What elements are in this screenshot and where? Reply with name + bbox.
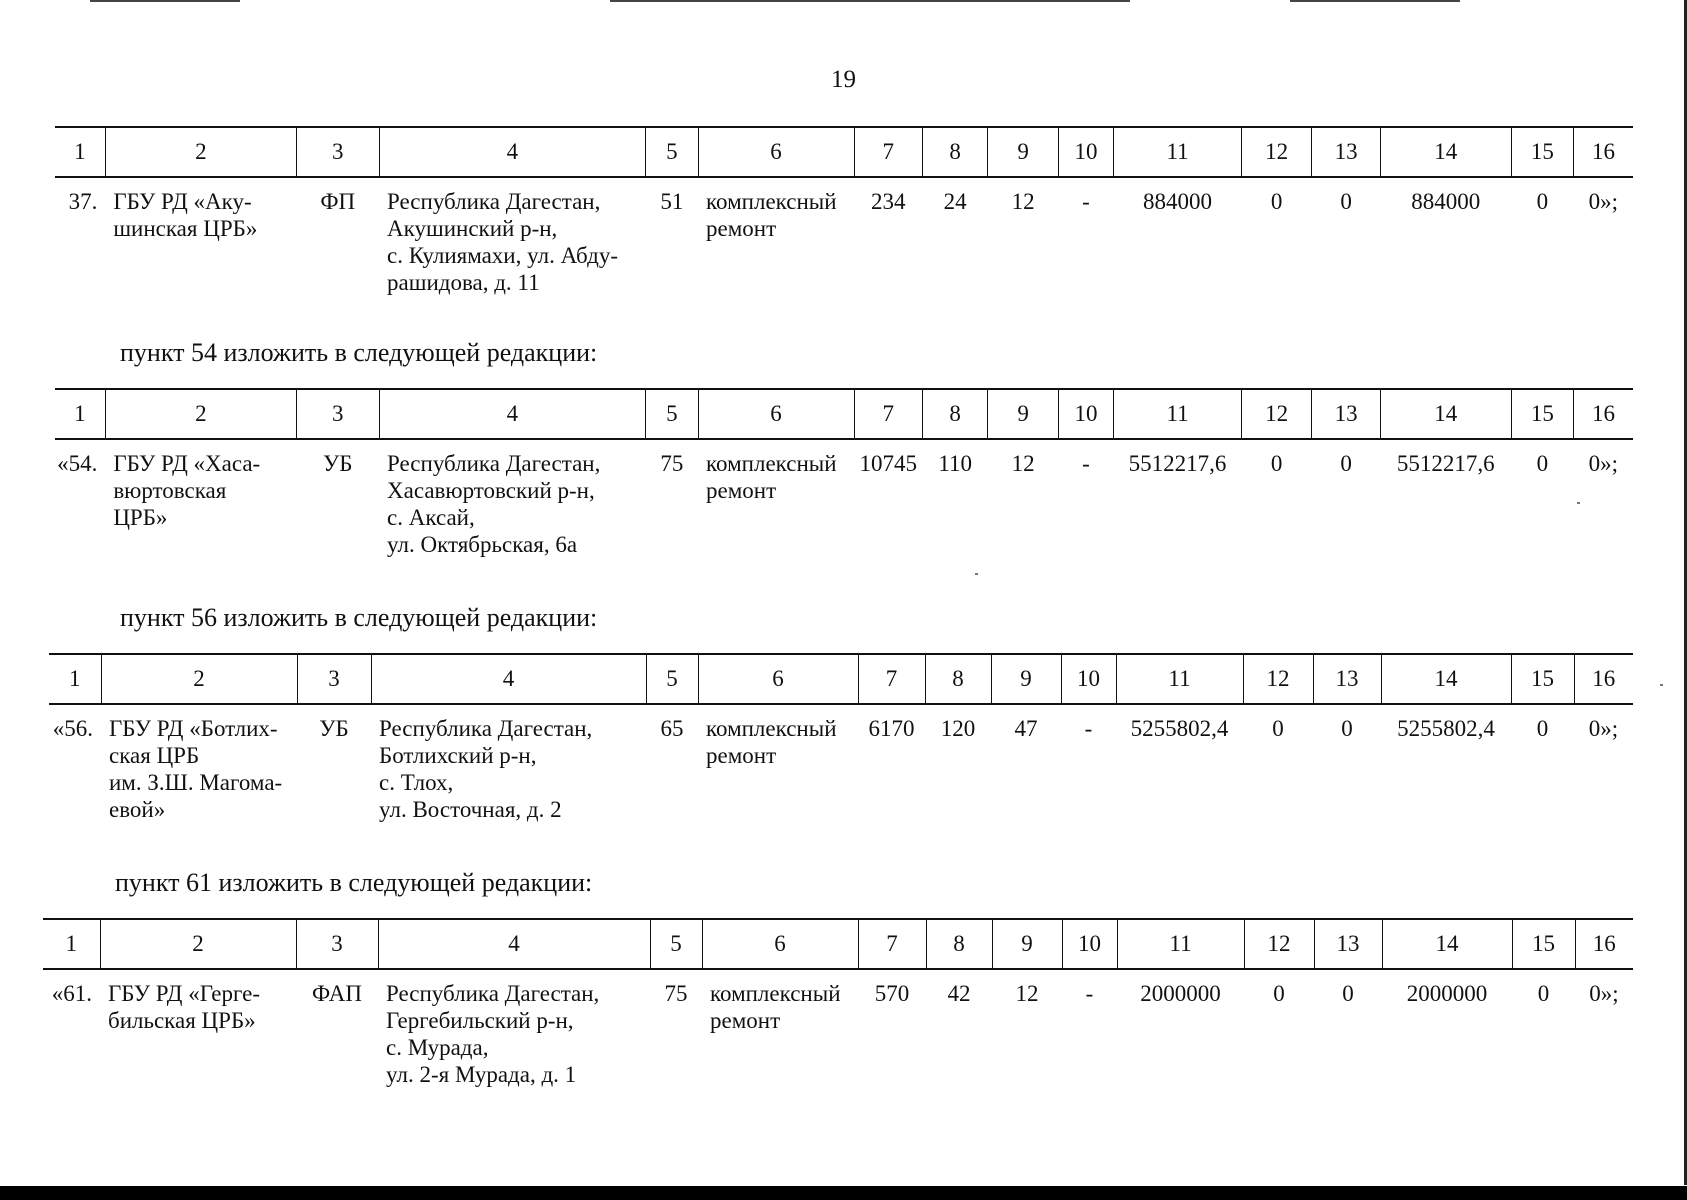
column-number: 7 [858, 654, 925, 704]
cell-col10: - [1082, 189, 1090, 214]
column-number: 8 [926, 919, 992, 969]
cell-col9: 12 [1011, 451, 1035, 476]
cell-col5: 51 [660, 189, 684, 214]
column-number: 2 [105, 389, 296, 439]
cell-col9: 12 [1011, 189, 1035, 214]
column-number: 9 [991, 654, 1061, 704]
column-number: 13 [1312, 389, 1380, 439]
column-number: 14 [1380, 389, 1511, 439]
cell-col10: - [1084, 716, 1093, 741]
column-number: 10 [1062, 919, 1117, 969]
column-number: 7 [858, 919, 926, 969]
column-number: 11 [1114, 389, 1242, 439]
cell-col14: 5512217,6 [1396, 451, 1495, 476]
cell-col16: 0»; [1588, 189, 1618, 214]
cell-col7: 234 [870, 189, 906, 214]
facility-type: ФП [320, 189, 356, 214]
facility-address: Республика Дагестан, Акушинский р-н, с. Кулиямахи, ул. Абду- рашидова, д. 11 [387, 189, 619, 295]
column-number: 16 [1575, 919, 1633, 969]
table-row [55, 439, 1633, 558]
cell-col14: 2000000 [1406, 981, 1488, 1006]
column-number: 3 [297, 654, 371, 704]
facility-address: Республика Дагестан, Гергебильский р-н, с. Мурада, ул. 2-я Мурада, д. 1 [386, 981, 600, 1087]
scan-speck [1577, 502, 1580, 504]
facility-type: УБ [319, 716, 349, 741]
cell-col8: 24 [943, 189, 967, 214]
work-type: комплексный ремонт [706, 451, 837, 503]
column-number: 3 [296, 919, 378, 969]
facility-type: ФАП [312, 981, 362, 1006]
amendment-intro: пункт 56 изложить в следующей редакции: [120, 603, 598, 632]
column-number: 12 [1241, 127, 1311, 177]
column-number: 14 [1381, 654, 1511, 704]
cell-col14: 884000 [1411, 189, 1481, 214]
column-number: 2 [101, 654, 297, 704]
cell-col8: 120 [940, 716, 976, 741]
column-number: 14 [1382, 919, 1512, 969]
column-number: 15 [1511, 127, 1573, 177]
column-number: 5 [646, 654, 698, 704]
cell-col12: 0 [1273, 981, 1285, 1006]
column-number: 9 [992, 919, 1062, 969]
work-type: комплексный ремонт [706, 716, 837, 768]
column-number-header [43, 919, 1633, 969]
amendment-intro: пункт 61 изложить в следующей редакции: [115, 868, 593, 897]
row-table-54 [55, 388, 1633, 558]
row-table-56 [49, 653, 1633, 823]
cell-col15: 0 [1536, 716, 1549, 741]
column-number: 4 [371, 654, 646, 704]
cell-col12: 0 [1272, 716, 1284, 741]
column-number: 1 [55, 389, 105, 439]
column-number: 13 [1312, 127, 1380, 177]
column-number: 3 [297, 127, 380, 177]
organization-name: ГБУ РД «Герге- бильская ЦРБ» [108, 981, 260, 1033]
cell-col16: 0»; [1588, 716, 1619, 741]
column-number: 1 [55, 127, 105, 177]
cell-col10: - [1085, 981, 1094, 1006]
column-number: 8 [922, 127, 987, 177]
cell-col7: 6170 [868, 716, 915, 741]
column-number: 14 [1380, 127, 1511, 177]
table-row [43, 969, 1633, 1088]
row-number: «61. [51, 981, 92, 1006]
column-number: 4 [379, 389, 646, 439]
cell-col5: 75 [660, 451, 684, 476]
facility-address: Республика Дагестан, Ботлихский р-н, с. Тлох, ул. Восточная, д. 2 [379, 716, 593, 822]
cell-col13: 0 [1341, 716, 1353, 741]
column-number: 6 [698, 389, 854, 439]
column-number: 9 [988, 389, 1058, 439]
organization-name: ГБУ РД «Ботлих- ская ЦРБ им. З.Ш. Магома- евой» [109, 716, 283, 822]
column-number: 5 [646, 127, 698, 177]
cell-col15: 0 [1537, 981, 1550, 1006]
scan-edge-top-left [90, 0, 240, 2]
organization-name: ГБУ РД «Хаса- вюртовская ЦРБ» [113, 451, 261, 530]
row-number: «56. [52, 716, 93, 741]
row-table-37 [55, 126, 1633, 296]
column-number: 7 [854, 389, 922, 439]
column-number: 16 [1574, 654, 1633, 704]
cell-col9: 47 [1014, 716, 1038, 741]
scan-edge-bottom [0, 1186, 1687, 1200]
column-number: 12 [1243, 654, 1313, 704]
column-number: 8 [925, 654, 991, 704]
column-number: 15 [1512, 919, 1575, 969]
amendment-intro: пункт 54 изложить в следующей редакции: [120, 338, 598, 367]
column-number: 5 [650, 919, 702, 969]
column-number: 11 [1114, 127, 1242, 177]
column-number: 15 [1511, 654, 1574, 704]
column-number: 16 [1574, 389, 1633, 439]
cell-col15: 0 [1536, 451, 1549, 476]
column-number: 5 [646, 389, 698, 439]
column-number: 15 [1511, 389, 1573, 439]
column-number: 10 [1058, 127, 1113, 177]
column-number: 11 [1117, 919, 1244, 969]
cell-col8: 110 [938, 451, 972, 476]
column-number: 9 [988, 127, 1058, 177]
scan-edge-top-right [1290, 0, 1460, 2]
work-type: комплексный ремонт [706, 189, 837, 241]
column-number: 8 [922, 389, 987, 439]
column-number: 12 [1244, 919, 1314, 969]
column-number: 6 [698, 654, 858, 704]
page-number: 19 [831, 66, 856, 93]
column-number: 13 [1314, 919, 1382, 969]
column-number: 10 [1058, 389, 1113, 439]
table-row [49, 704, 1633, 823]
cell-col11: 5512217,6 [1128, 451, 1227, 476]
cell-col13: 0 [1340, 451, 1352, 476]
column-number: 13 [1313, 654, 1381, 704]
column-number: 4 [379, 127, 646, 177]
column-number: 16 [1574, 127, 1633, 177]
column-number: 7 [854, 127, 922, 177]
column-number: 2 [105, 127, 296, 177]
column-number: 11 [1116, 654, 1243, 704]
row-number: «54. [57, 451, 98, 476]
cell-col12: 0 [1270, 189, 1283, 214]
cell-col7: 570 [874, 981, 910, 1006]
table-row [55, 177, 1633, 296]
cell-col13: 0 [1342, 981, 1354, 1006]
cell-col16: 0»; [1589, 981, 1619, 1006]
column-number: 6 [702, 919, 858, 969]
organization-name: ГБУ РД «Аку- шинская ЦРБ» [113, 189, 258, 241]
scan-edge-top-middle [610, 0, 1130, 2]
column-number: 1 [49, 654, 101, 704]
facility-address: Республика Дагестан, Хасавюртовский р-н, с. Аксай, ул. Октябрьская, 6а [387, 451, 601, 557]
cell-col8: 42 [947, 981, 971, 1006]
cell-col10: - [1082, 451, 1090, 476]
row-table-61 [43, 918, 1633, 1088]
column-number: 3 [297, 389, 380, 439]
cell-col16: 0»; [1588, 451, 1618, 476]
cell-col12: 0 [1270, 451, 1283, 476]
work-type: комплексный ремонт [710, 981, 841, 1033]
cell-col5: 75 [664, 981, 688, 1006]
column-number: 10 [1061, 654, 1116, 704]
cell-col5: 65 [660, 716, 684, 741]
column-number-header [55, 127, 1633, 177]
scan-speck [975, 573, 978, 575]
row-number: 37. [68, 189, 98, 214]
cell-col14: 5255802,4 [1397, 716, 1495, 741]
cell-col9: 12 [1015, 981, 1039, 1006]
cell-col11: 884000 [1143, 189, 1213, 214]
column-number: 12 [1241, 389, 1311, 439]
column-number: 2 [100, 919, 296, 969]
scan-speck [1660, 684, 1663, 686]
cell-col13: 0 [1340, 189, 1352, 214]
column-number-header [55, 389, 1633, 439]
facility-type: УБ [323, 451, 353, 476]
cell-col15: 0 [1536, 189, 1549, 214]
cell-col7: 10745 [859, 451, 917, 476]
column-number: 4 [378, 919, 650, 969]
cell-col11: 2000000 [1140, 981, 1221, 1006]
column-number-header [49, 654, 1633, 704]
cell-col11: 5255802,4 [1130, 716, 1229, 741]
column-number: 1 [43, 919, 100, 969]
column-number: 6 [698, 127, 854, 177]
